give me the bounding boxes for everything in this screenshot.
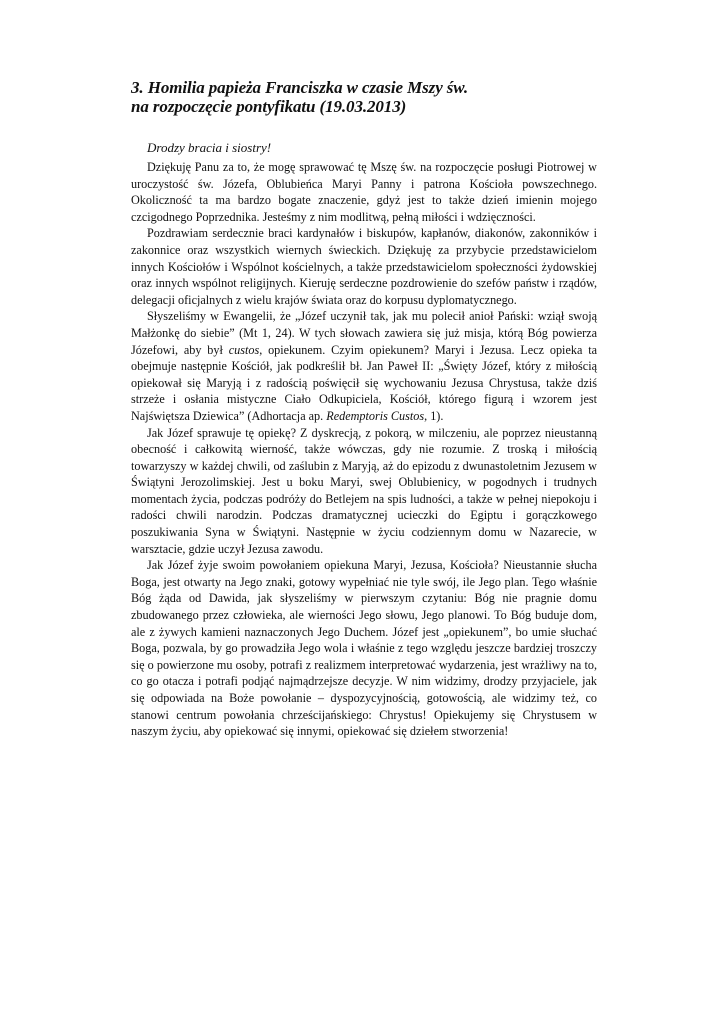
paragraph-4: Jak Józef sprawuje tę opiekę? Z dyskrecją, z pokorą, w milczeniu, ale poprzez nieustanną obecność i całkowitą wierność, także wówczas, gdy nie rozumie. Z troską i miłością towarzyszy w każdej chwili, od zaślubin z Maryją, aż do epizodu z dwunastoletnim Jezusem w Świątyni Jerozolimskiej. Jest u boku Maryi, swej Oblubienicy, w pogodnych i trudnych momentach życia, podczas podróży do Betlejem na spis ludności, a także w pełnej niepokoju i radości chwili narodzin. Podczas dramatycznej ucieczki do Egiptu i gorączkowego poszukiwania Syna w Świątyni. Następnie w życiu codziennym domu w Nazarecie, w warsztacie, gdzie uczył Jezusa zawodu.	[131, 425, 597, 556]
paragraph-2: Pozdrawiam serdecznie braci kardynałów i biskupów, kapłanów, diakonów, zakonników i zakonnice oraz wszystkich wiernych świeckich. Dziękuję za przybycie przedstawicielom innych Kościołów i Wspólnot kościelnych, a także przedstawicielom społeczności żydowskiej oraz innych wspólnot religijnych. Kieruję serdeczne pozdrowienie do szefów państw i rządów, delegacji oficjalnych z wielu krajów świata oraz do korpusu dyplomatycznego.	[131, 226, 597, 307]
paragraph-3-text-b: , opiekunem. Czyim opiekunem? Maryi i Jezusa. Lecz opieka ta obejmuje następnie Kościół, jak podkreślił bł. Jan Paweł II: „Święty Józef, który z miłością opiekował się Maryją i z radością poświęcił się wychowaniu Jezusa Chrystusa, także dziś strzeże i osłania mistyczne Ciało Odkupiciela, Kościół, którego figurą i wzorem jest Najświętsza Dziewica” (Adhortacja ap.	[131, 342, 597, 423]
paragraph-3	[131, 308, 597, 424]
title-line-2: na rozpoczęcie pontyfikatu (19.03.2013)	[131, 97, 407, 116]
paragraph-1: Dziękuję Panu za to, że mogę sprawować tę Mszę św. na rozpoczęcie posługi Piotrowej w uroczystość św. Józefa, Oblubieńca Maryi Panny i patrona Kościoła powszechnego. Okoliczność ta ma bardzo bogate znaczenie, gdyż jest to także dzień imienin mojego czcigodnego Poprzednika. Jesteśmy z nim modlitwą, pełną miłości i wdzięczności.	[131, 160, 597, 224]
salutation: Drodzy bracia i siostry!	[147, 140, 272, 155]
paragraph-3-text-c: , 1).	[424, 408, 444, 423]
paragraph-3-italic-redemptoris: Redemptoris Custos	[326, 408, 425, 423]
title-line-1: 3. Homilia papieża Franciszka w czasie Mszy św.	[131, 78, 469, 97]
document-page	[131, 78, 597, 740]
paragraph-3-italic-custos: custos	[228, 342, 260, 357]
paragraph-5: Jak Józef żyje swoim powołaniem opiekuna Maryi, Jezusa, Kościoła? Nieustannie słucha Boga, jest otwarty na Jego znaki, gotowy wypełniać nie tyle swój, ile Jego plan. Tego właśnie Bóg żąda od Dawida, jak słyszeliśmy w pierwszym czytaniu: Bóg nie pragnie domu zbudowanego przez człowieka, ale wierności Jego słowu, Jego planowi. To Bóg buduje dom, ale z żywych kamieni naznaczonych Jego Duchem. Józef jest „opiekunem”, bo umie słuchać Boga, pozwala, by go prowadziła Jego wola i właśnie z tego względu jeszcze bardziej troszczy się o powierzone mu osoby, potrafi z realizmem interpretować wydarzenia, jest wrażliwy na to, co go otacza i potrafi podjąć najmądrzejsze decyzje. W nim widzimy, drodzy przyjaciele, jak się odpowiada na Boże powołanie – dyspozycyjnością, gotowością, ale widzimy też, co stanowi centrum powołania chrześcijańskiego: Chrystus! Opiekujemy się Chrystusem w naszym życiu, aby opiekować się innymi, opiekować się dziełem stworzenia!	[131, 558, 597, 739]
homily-title	[131, 78, 597, 116]
paragraph-3-text-a: Słyszeliśmy w Ewangelii, że „Józef uczynił tak, jak mu polecił anioł Pański: wziął swoją Małżonkę do siebie” (Mt 1, 24). W tych słowach zawiera się już misja, którą Bóg powierza Józefowi, aby był	[131, 309, 597, 357]
